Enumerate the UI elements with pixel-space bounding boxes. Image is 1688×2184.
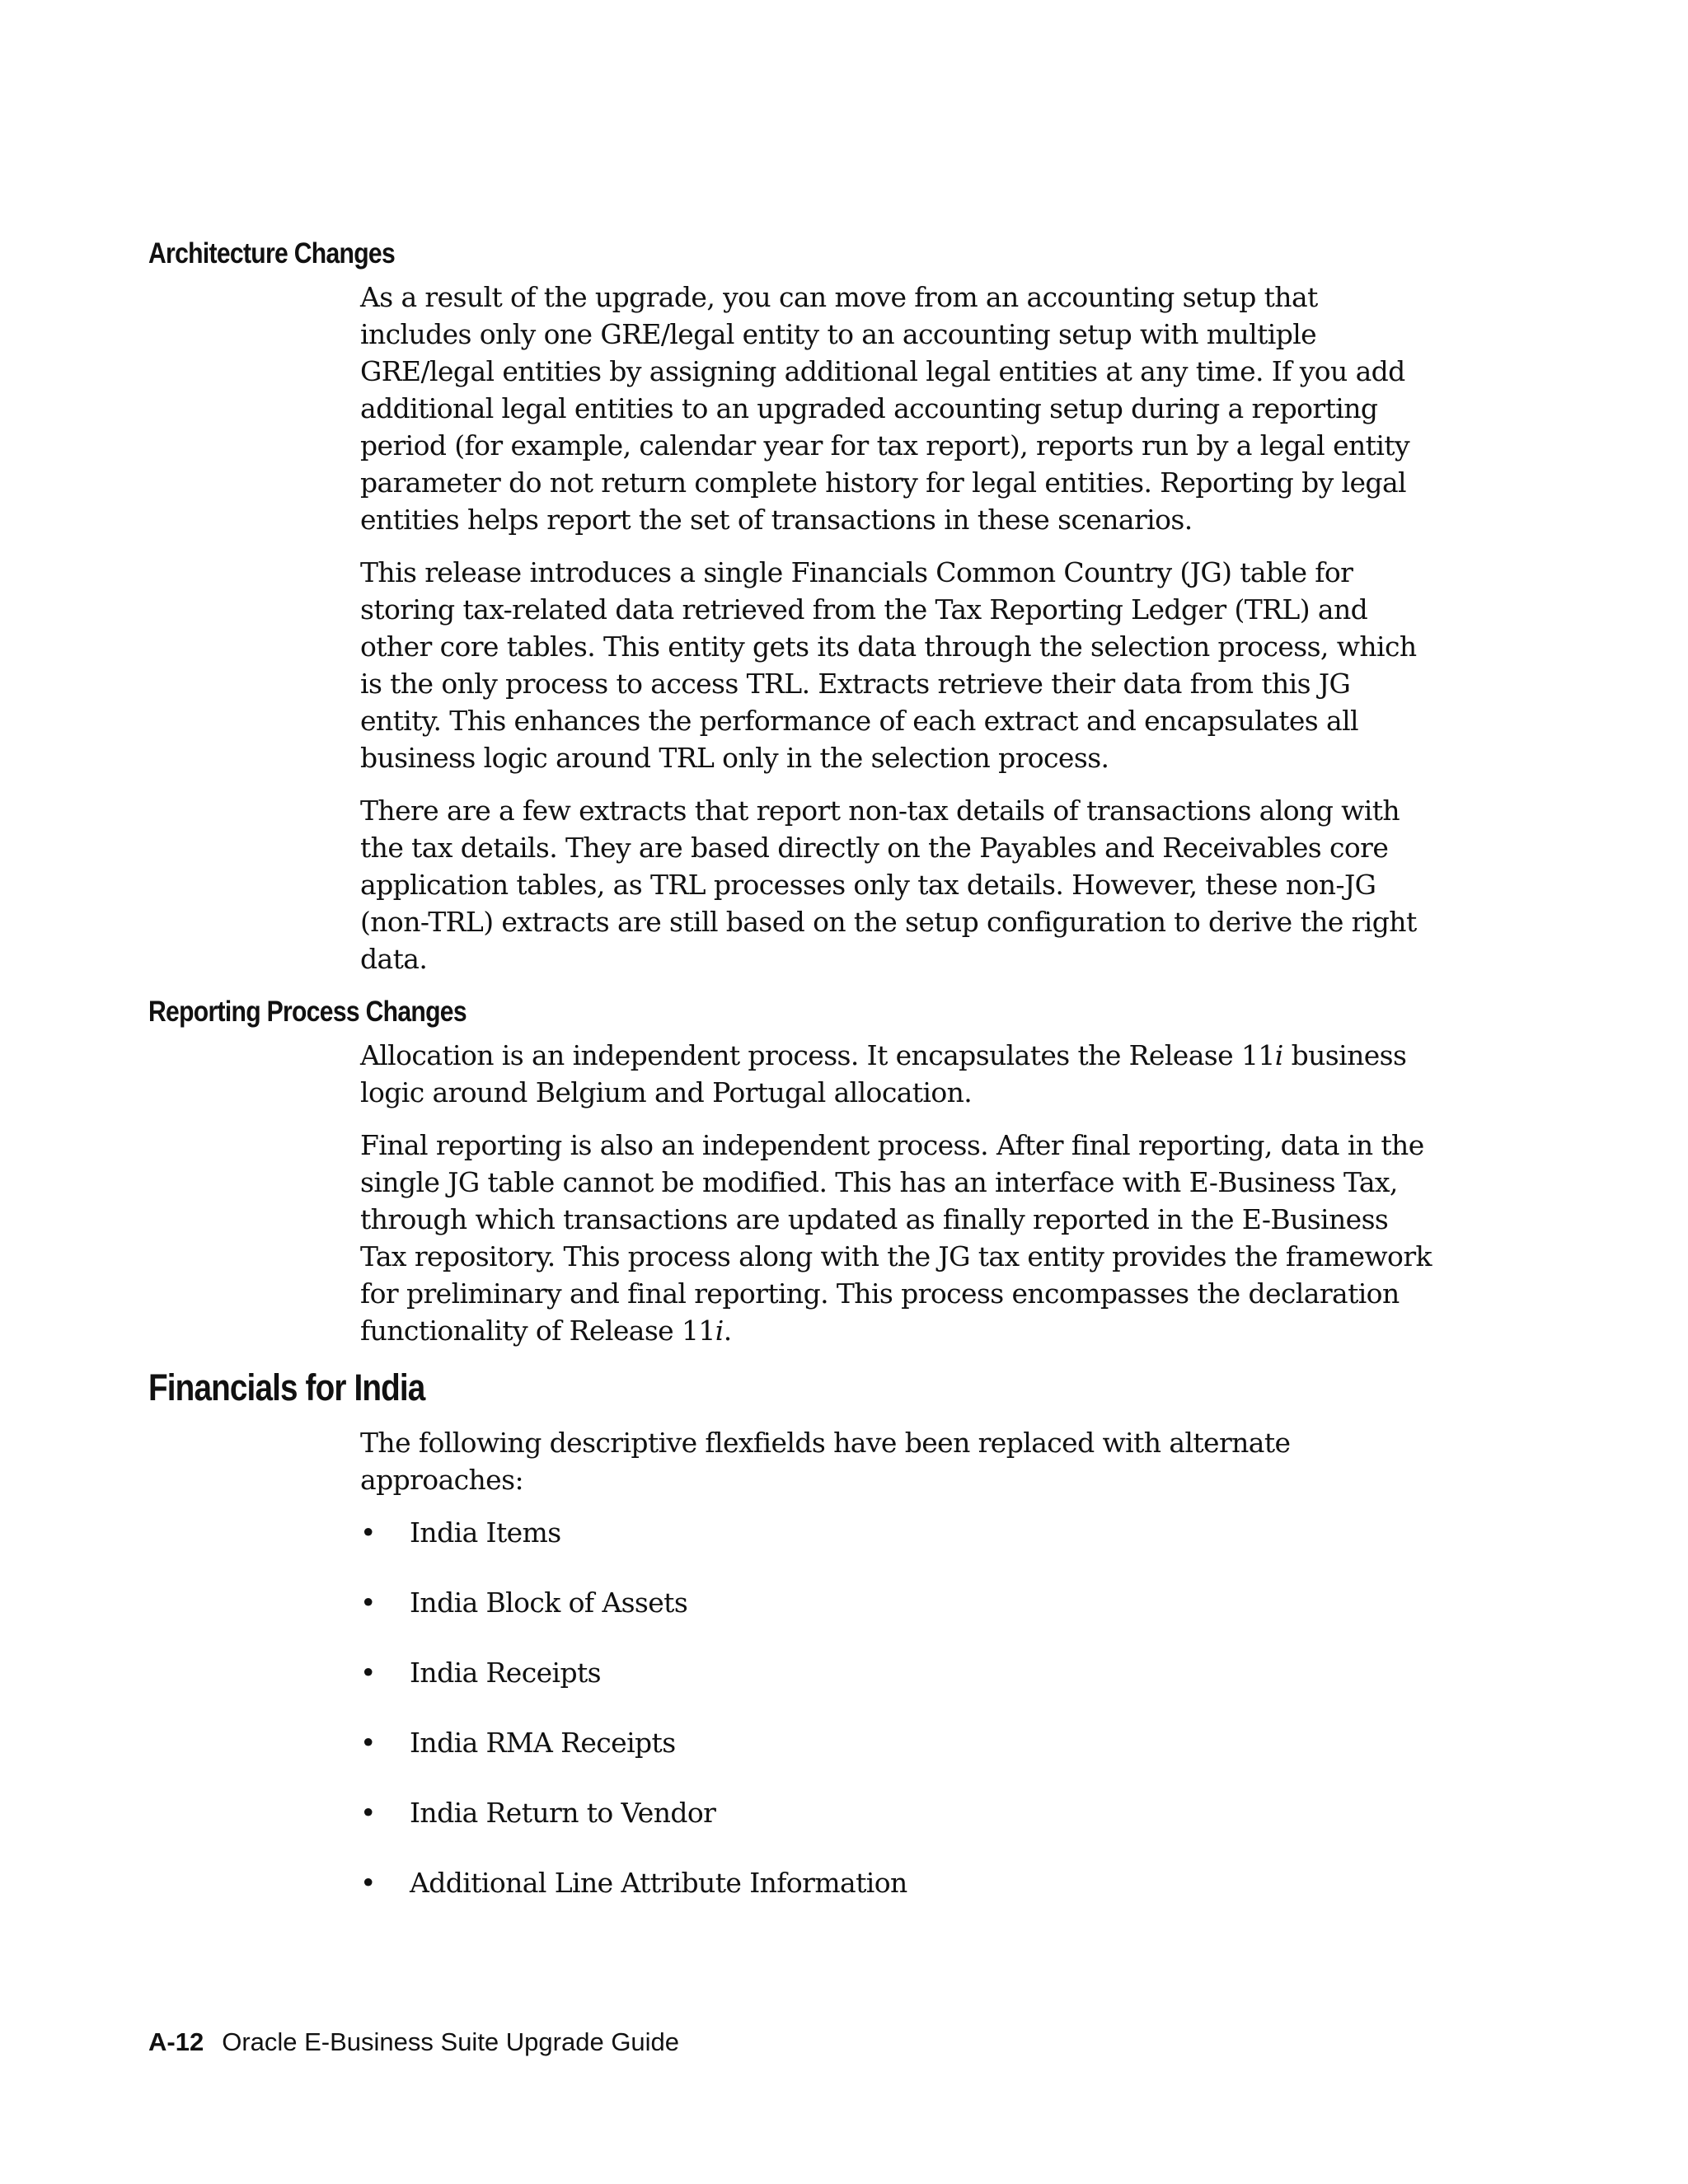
bullet-icon: • bbox=[360, 1727, 376, 1759]
list-item bbox=[360, 1864, 1432, 1901]
text-run: . bbox=[723, 1315, 732, 1347]
list-item-text: India Block of Assets bbox=[410, 1586, 688, 1619]
list-item bbox=[360, 1514, 1432, 1551]
list-item bbox=[360, 1584, 1432, 1621]
section-reporting-body bbox=[360, 1037, 1432, 1365]
paragraph: As a result of the upgrade, you can move from an accounting setup that includes only one GRE/legal entity to an accounting setup with multiple GRE/legal entities by assigning additional legal entities at any time. If you add additional legal entities to an upgraded accounting setup during a reporting period (for example, calendar year for tax report), reports run by a legal entity parameter do not return complete history for legal entities. Reporting by legal entities helps report the set of transactions in these scenarios. bbox=[360, 281, 1409, 536]
section-architecture-body bbox=[360, 279, 1432, 993]
page-number: A-12 bbox=[148, 2027, 204, 2056]
text-run: business logic around Belgium and Portugal allocation. bbox=[360, 1039, 1407, 1108]
text-run: Final reporting is also an independent process. After final reporting, data in the single JG table cannot be modified. This has an interface with E-Business Tax, through which transactions are updated as finally reported in the E-Business Tax repository. This process along with the JG tax entity provides the framework for preliminary and final reporting. This process encompasses the declaration functionality of Release 11 bbox=[360, 1129, 1432, 1347]
book-title: Oracle E-Business Suite Upgrade Guide bbox=[222, 2027, 680, 2056]
list-item-text: Additional Line Attribute Information bbox=[410, 1867, 907, 1899]
bullet-icon: • bbox=[360, 1867, 376, 1899]
bullet-icon: • bbox=[360, 1586, 376, 1619]
paragraph bbox=[360, 1037, 1432, 1111]
paragraph bbox=[360, 1127, 1432, 1349]
bullet-icon: • bbox=[360, 1657, 376, 1689]
list-item-text: India Items bbox=[410, 1516, 561, 1549]
heading-financials-for-india: Financials for India bbox=[148, 1366, 425, 1408]
paragraph: There are a few extracts that report non-tax details of transactions along with the tax details. They are based directly on the Payables and Receivables core application tables, as TRL processes only tax details. However, these non-JG (non-TRL) extracts are still based on the setup configuration to derive the right data. bbox=[360, 794, 1417, 975]
flexfield-list bbox=[360, 1514, 1432, 1901]
list-item-text: India Return to Vendor bbox=[410, 1797, 716, 1829]
italic-text: i bbox=[1274, 1039, 1283, 1071]
heading-reporting-process-changes: Reporting Process Changes bbox=[148, 996, 467, 1028]
list-item-text: India Receipts bbox=[410, 1657, 601, 1689]
page-footer bbox=[148, 2027, 679, 2057]
bullet-icon: • bbox=[360, 1797, 376, 1829]
bullet-icon: • bbox=[360, 1516, 376, 1549]
list-item bbox=[360, 1724, 1432, 1761]
paragraph: The following descriptive flexfields have been replaced with alternate approaches: bbox=[360, 1427, 1291, 1496]
paragraph: This release introduces a single Financials Common Country (JG) table for storing tax-related data retrieved from the Tax Reporting Ledger (TRL) and other core tables. This entity gets its data through the selection process, which is the only process to access TRL. Extracts retrieve their data from this JG entity. This enhances the performance of each extract and encapsulates all business logic around TRL only in the selection process. bbox=[360, 556, 1417, 774]
section-india-body bbox=[360, 1424, 1432, 1934]
text-run: Allocation is an independent process. It encapsulates the Release 11 bbox=[360, 1039, 1275, 1071]
list-item-text: India RMA Receipts bbox=[410, 1727, 676, 1759]
list-item bbox=[360, 1654, 1432, 1691]
heading-architecture-changes: Architecture Changes bbox=[148, 237, 396, 269]
list-item bbox=[360, 1794, 1432, 1831]
italic-text: i bbox=[715, 1315, 724, 1347]
